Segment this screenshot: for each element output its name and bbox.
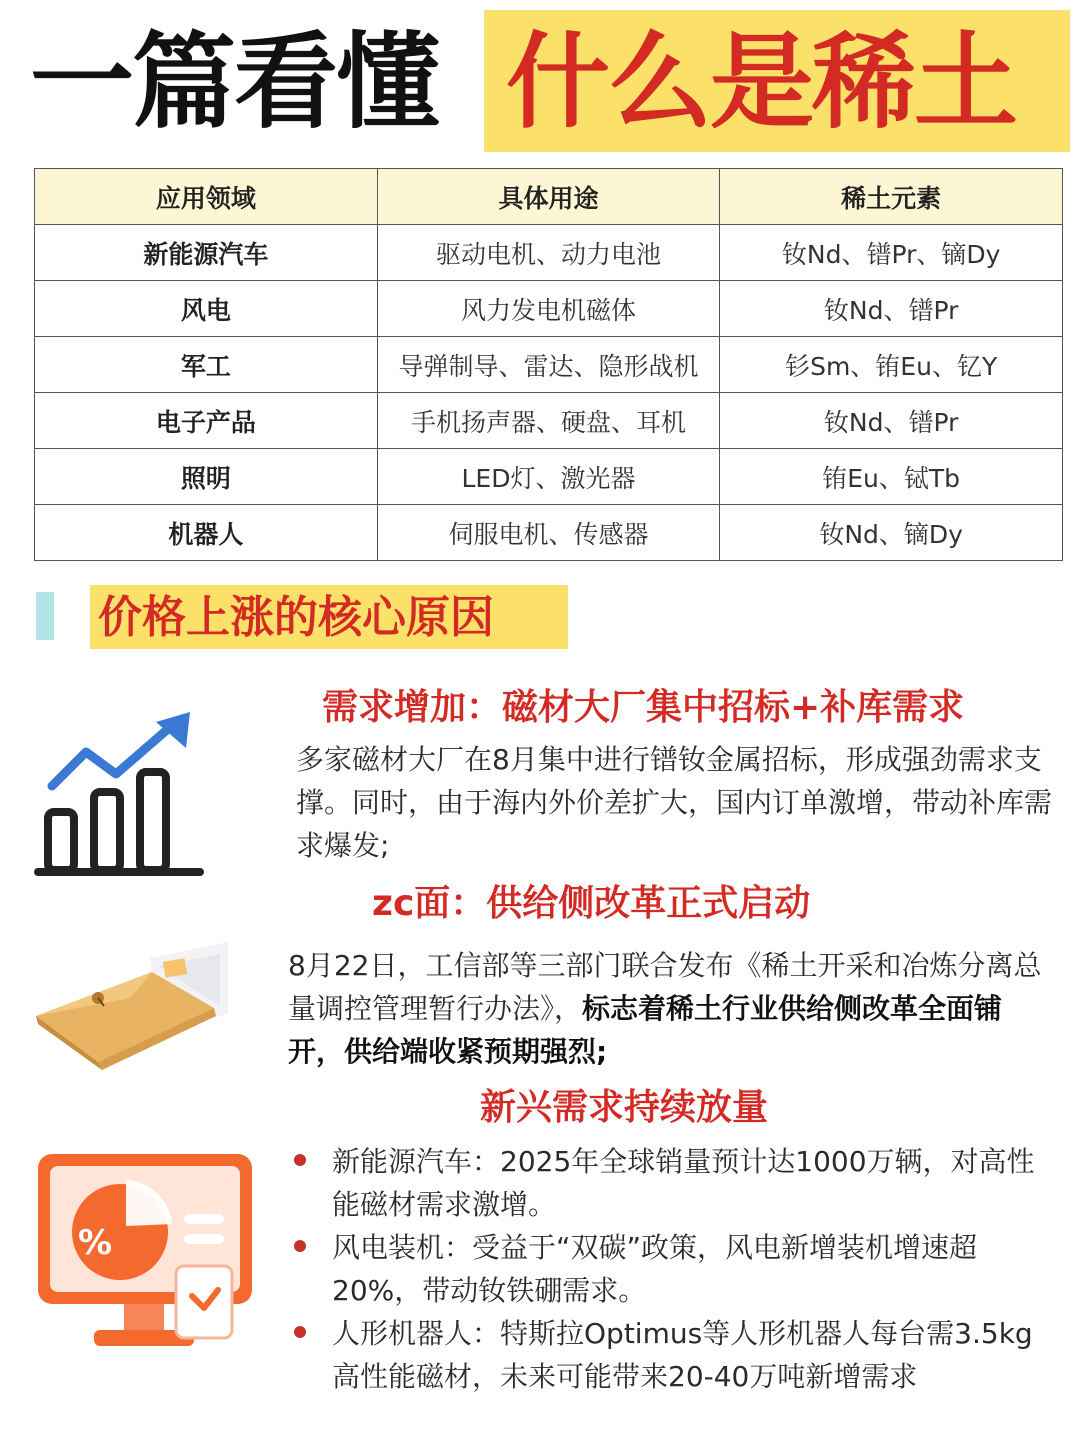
block1-title: 需求增加：磁材大厂集中招标+补库需求	[322, 687, 965, 728]
block2-text-normal: 8月22日，工信部等三部门联合发布《稀土开采和冶炼分离总量调控管理暂行办法》，	[288, 949, 1042, 1025]
bullet-dot-icon	[294, 1154, 306, 1166]
table-row	[35, 225, 1063, 281]
table-cell: 军工	[35, 337, 378, 393]
table-cell: 钕Nd、镨Pr	[720, 281, 1063, 337]
svg-text:%: %	[78, 1223, 113, 1263]
table-header-cell: 应用领域	[35, 169, 378, 225]
list-item	[300, 1226, 1060, 1312]
envelope-document-icon	[32, 936, 232, 1076]
title-highlight-box	[484, 10, 1070, 152]
demand-bullet-list	[300, 1140, 1060, 1398]
table-cell: 钕Nd、镝Dy	[720, 505, 1063, 561]
table-cell: 导弹制导、雷达、隐形战机	[377, 337, 720, 393]
table-cell: 驱动电机、动力电池	[377, 225, 720, 281]
block1-text: 多家磁材大厂在8月集中进行镨钕金属招标，形成强劲需求支撑。同时，由于海内外价差扩大，国内订单激增，带动补库需求爆发;	[296, 743, 1053, 862]
table-header-cell: 具体用途	[377, 169, 720, 225]
table-header-cell: 稀土元素	[720, 169, 1063, 225]
list-item-text: 人形机器人：特斯拉Optimus等人形机器人每台需3.5kg高性能磁材，未来可能带来20-40万吨新增需求	[332, 1317, 1033, 1393]
table-cell: 手机扬声器、硬盘、耳机	[377, 393, 720, 449]
list-item	[300, 1140, 1060, 1226]
table-cell: 钕Nd、镨Pr、镝Dy	[720, 225, 1063, 281]
block2-text	[288, 944, 1058, 1073]
bullet-dot-icon	[294, 1326, 306, 1338]
table-row	[35, 505, 1063, 561]
table-cell: 照明	[35, 449, 378, 505]
table-cell: 新能源汽车	[35, 225, 378, 281]
block2-text-bold: 标志着稀土行业供给侧改革全面铺开，供给端收紧预期强烈;	[288, 992, 1003, 1068]
table-row	[35, 337, 1063, 393]
table-cell: LED灯、激光器	[377, 449, 720, 505]
table-cell: 风电	[35, 281, 378, 337]
bar-chart-trend-icon	[34, 708, 204, 880]
table-cell: 钐Sm、铕Eu、钇Y	[720, 337, 1063, 393]
block3-title: 新兴需求持续放量	[480, 1087, 769, 1128]
table-cell: 钕Nd、镨Pr	[720, 393, 1063, 449]
section-title: 价格上涨的核心原因	[98, 592, 494, 643]
table-cell: 机器人	[35, 505, 378, 561]
list-item-text: 新能源汽车：2025年全球销量预计达1000万辆，对高性能磁材需求激增。	[332, 1145, 1035, 1221]
table-cell: 铕Eu、铽Tb	[720, 449, 1063, 505]
table-row	[35, 449, 1063, 505]
table-cell: 风力发电机磁体	[377, 281, 720, 337]
title-right: 什么是稀土	[506, 21, 1017, 143]
title-left: 一篇看懂	[30, 21, 439, 143]
section-title-box	[90, 585, 568, 649]
monitor-pie-chart-icon	[34, 1150, 264, 1356]
block2-title: zc面：供给侧改革正式启动	[372, 883, 811, 924]
table-header-row	[35, 169, 1063, 225]
list-item	[300, 1312, 1060, 1398]
section-accent-bar	[36, 592, 54, 640]
bullet-dot-icon	[294, 1240, 306, 1252]
table-cell: 伺服电机、传感器	[377, 505, 720, 561]
table-row	[35, 393, 1063, 449]
list-item-text: 风电装机：受益于“双碳”政策，风电新增装机增速超20%，带动钕铁硼需求。	[332, 1231, 978, 1307]
table-row	[35, 281, 1063, 337]
table-cell: 电子产品	[35, 393, 378, 449]
rare-earth-table	[34, 168, 1063, 561]
